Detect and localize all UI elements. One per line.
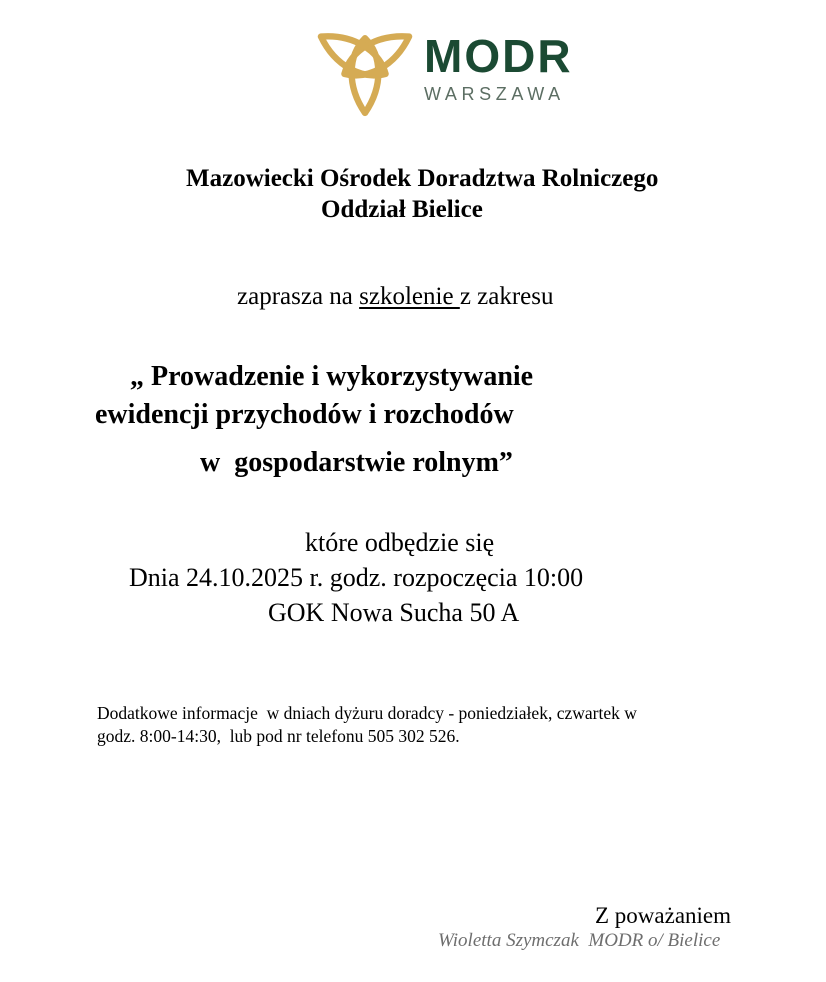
additional-info-line1: Dodatkowe informacje w dniach dyżuru doradcy - poniedziałek, czwartek w bbox=[97, 703, 637, 723]
training-title-line1: „ Prowadzenie i wykorzystywanie bbox=[130, 361, 534, 392]
org-name-line1: Mazowiecki Ośrodek Doradztwa Rolniczego bbox=[186, 165, 659, 192]
invitation-suffix: z zakresu bbox=[459, 283, 554, 310]
invitation-prefix: zaprasza na bbox=[237, 283, 360, 310]
logo-brand-name: MODR bbox=[424, 30, 573, 82]
training-title-line3: w gospodarstwie rolnym” bbox=[200, 447, 513, 478]
logo-text bbox=[424, 6, 573, 104]
additional-info-line2: godz. 8:00-14:30, lub pod nr telefonu 505 302 526. bbox=[97, 726, 460, 746]
event-date-time: Dnia 24.10.2025 r. godz. rozpoczęcia 10:00 bbox=[129, 563, 584, 592]
training-title-line2: ewidencji przychodów i rozchodów bbox=[95, 399, 514, 430]
trefoil-knot-icon bbox=[312, 6, 418, 118]
signature-name: Wioletta Szymczak MODR o/ Bielice bbox=[438, 930, 721, 951]
logo-city-name: WARSZAWA bbox=[424, 84, 565, 104]
invitation-underlined-word: szkolenie bbox=[359, 283, 460, 310]
modr-logo bbox=[312, 6, 573, 118]
org-name-line2: Oddział Bielice bbox=[321, 196, 483, 223]
invitation-line bbox=[237, 283, 554, 311]
event-location: GOK Nowa Sucha 50 A bbox=[268, 598, 520, 627]
signature-closing: Z poważaniem bbox=[595, 903, 732, 928]
event-intro-line: które odbędzie się bbox=[305, 528, 495, 557]
